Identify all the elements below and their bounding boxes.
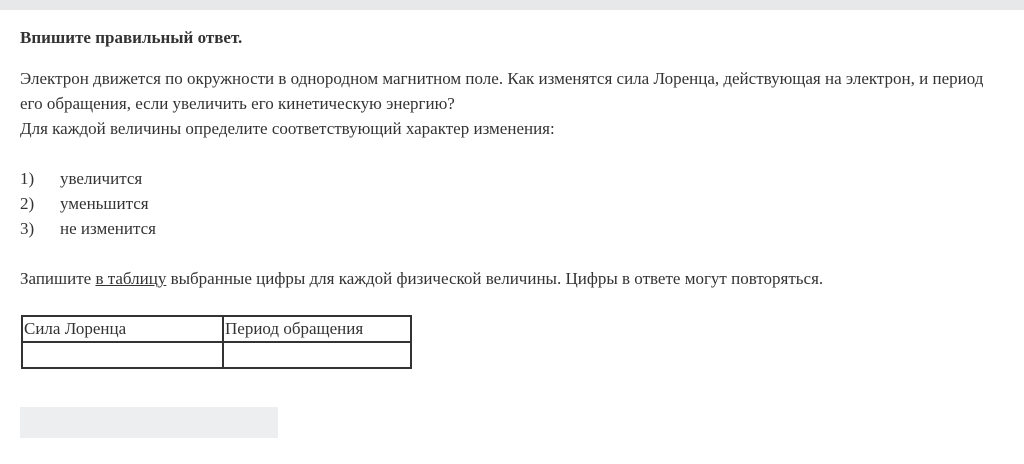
option-item <box>20 191 1010 216</box>
answer-input[interactable] <box>20 407 278 438</box>
top-bar <box>0 0 1024 10</box>
cell-period[interactable] <box>223 342 411 368</box>
cell-lorentz-force[interactable] <box>22 342 223 368</box>
question-text <box>20 66 1010 141</box>
option-item <box>20 216 1010 241</box>
option-label: увеличится <box>60 169 143 188</box>
write-instruction <box>20 266 1010 291</box>
option-label: не изменится <box>60 219 156 238</box>
question-line-1: Электрон движется по окружности в однородном магнитном поле. Как изменятся сила Лоренца, действующая на электрон, и период его обращения, если увеличить его кинетическую энергию? <box>20 69 984 113</box>
write-suffix: выбранные цифры для каждой физической величины. Цифры в ответе могут повторяться. <box>166 269 824 288</box>
option-number: 3) <box>20 219 35 238</box>
table-header-row <box>22 316 411 342</box>
answer-table <box>21 315 412 369</box>
table-value-row <box>22 342 411 368</box>
header-lorentz-force: Сила Лоренца <box>22 316 223 342</box>
question-line-2: Для каждой величины определите соответствующий характер изменения: <box>20 119 555 138</box>
options-list <box>20 166 1010 241</box>
task-content <box>20 27 1010 369</box>
option-number: 1) <box>20 169 35 188</box>
option-number: 2) <box>20 194 35 213</box>
option-item <box>20 166 1010 191</box>
header-period: Период обращения <box>223 316 411 342</box>
option-label: уменьшится <box>60 194 149 213</box>
table-link: в таблицу <box>95 269 167 288</box>
write-prefix: Запишите <box>20 269 96 288</box>
task-instruction: Впишите правильный ответ. <box>20 28 243 47</box>
